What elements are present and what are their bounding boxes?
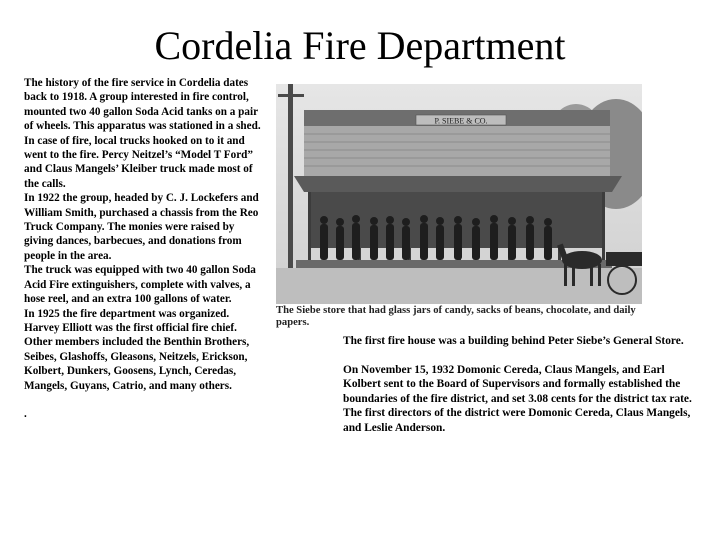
photo-caption: The Siebe store that had glass jars of candy, sacks of beans, chocolate, and daily papers. (276, 305, 636, 328)
store-sign-text: P. SIEBE & CO. (434, 116, 488, 126)
firehouse-paragraph: The first fire house was a building behind Peter Siebe’s General Store. (343, 335, 684, 347)
history-paragraph-1922: In 1922 the group, headed by C. J. Lockefers and William Smith, purchased a chassis from the Reo Truck Company. The monies were raised by giving dances, barbecues, and donations from people in the area. (24, 192, 259, 262)
history-text (24, 76, 264, 421)
history-paragraph-1918: The history of the fire service in Cordelia dates back to 1918. A group interested in fire control, mounted two 40 gallon Soda Acid tanks on a pair of wheels. This apparatus was stationed in a shed. In case of fire, local trucks hooked on to it and went to the fire. Percy Neitzel’s “Model T Ford” and Claus Mangels’ Kleiber truck made most of the calls. (24, 77, 261, 190)
history-paragraph-truck: The truck was equipped with two 40 gallon Soda Acid Fire extinguishers, complete with valves, a hose reel, and an extra 100 gallons of water. (24, 264, 256, 306)
slide-title: Cordelia Fire Department (154, 23, 566, 68)
trailing-dot: . (24, 407, 27, 420)
history-paragraph-1925: In 1925 the fire department was organized. Harvey Elliott was the first official fire chief. Other members included the Benthin Brothers, Seibes, Glashoffs, Gleasons, Neitzels, Erickson, Kolbert, Dunkers, Goosens, Lynch, Ceredas, Mangels, Guyans, Catrio, and many others. (24, 307, 250, 392)
siebe-store-photo (276, 84, 642, 304)
firehouse-text (343, 334, 693, 450)
district-paragraph: On November 15, 1932 Domonic Cereda, Claus Mangels, and Earl Kolbert sent to the Board of Supervisors and formally established the boundaries of the fire district, and set 3.08 cents for the district tax rate. The first directors of the district were Domonic Cereda, Claus Mangels, and Leslie Anderson. (343, 363, 692, 434)
